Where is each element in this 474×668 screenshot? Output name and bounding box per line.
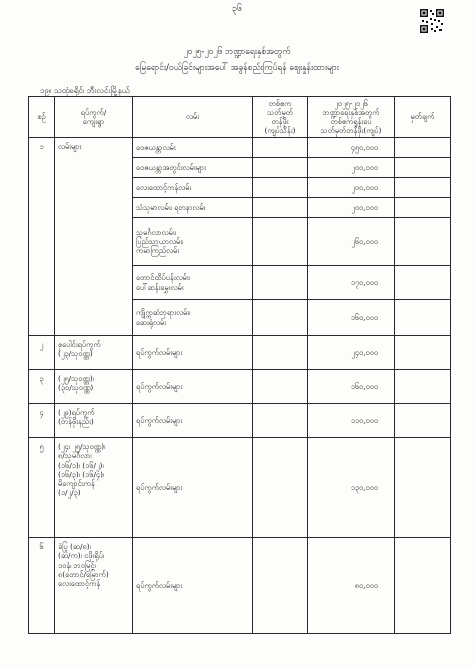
street-name: ရပ်ကွက်လမ်းများ xyxy=(133,438,253,538)
remarks xyxy=(395,300,451,336)
ward-name: (၂၉)ရပ်ကွက် (တန်ဖိုးနည်း) xyxy=(55,404,133,438)
acre-value xyxy=(253,538,308,634)
header-no: စဉ် xyxy=(29,97,55,138)
acre-value xyxy=(253,198,308,218)
header-acre-value: တစ်ဧက သတ်မှတ် တန်ဖိုး (ကျပ်သိန်း) xyxy=(253,97,308,138)
section-heading: ၁၉။ သထုံခရိုင်၊ ဘီးလင်းမြို့နယ် xyxy=(40,86,130,95)
remarks xyxy=(395,336,451,370)
acre-value xyxy=(253,404,308,438)
row-number: ၃ xyxy=(29,370,55,404)
sqft-value: ၂၀၀,၀၀၀ xyxy=(308,198,395,218)
sqft-value: ၁၆၀,၀၀၀ xyxy=(308,370,395,404)
ward-name: (၂၅/သုဝဏ္ဏ)၊ (၃၀/သုဝဏ္ဏ) xyxy=(55,370,133,404)
street-name: ဝေဇယန္တာလမ်း xyxy=(133,138,253,158)
header-street: လမ်း xyxy=(133,97,253,138)
street-name: သုမင်္ဂလာလမ်း၊ ပြည်သာယာလမ်း၊ ကမာကြည်လမ်း xyxy=(133,218,253,266)
remarks xyxy=(395,404,451,438)
table-row xyxy=(29,538,451,634)
street-name: ကျိုက္ကဆံဘုရားလမ်း၊ ဆေးရုံလမ်း xyxy=(133,300,253,336)
row-number: ၂ xyxy=(29,336,55,370)
sqft-value: ၈၀,၀၀၀ xyxy=(308,538,395,634)
acre-value xyxy=(253,336,308,370)
acre-value xyxy=(253,178,308,198)
remarks xyxy=(395,178,451,198)
row-number: ၅ xyxy=(29,438,55,538)
header-sqft-value: ၂၀၂၅-၂၀၂၆ ဘဏ္ဍာရေးနှစ်အတွက် တစ်ဧကရှုန်းပေ သတ်မှတ်တန်ဖိုး(ကျပ်) xyxy=(308,97,395,138)
table-row xyxy=(29,138,451,158)
remarks xyxy=(395,538,451,634)
row-number: ၁ xyxy=(29,138,55,336)
street-name: ရပ်ကွက်လမ်းများ xyxy=(133,404,253,438)
table-row xyxy=(29,404,451,438)
ward-name: (၂၄၊ ၂၅/သုဝဏ္ဏ)၊ ၈/သုမင်္ဂလာ၊ (၁၆/၁)၊ (၁၆/၂)၊ (၁၆/၃)၊ (၁၆/၄)၊ မိကျောင်းကန် (၁/၂/၃) xyxy=(55,438,133,538)
acre-value xyxy=(253,438,308,538)
header-remarks: မှတ်ချက် xyxy=(395,97,451,138)
page-number: ၃၆ xyxy=(231,4,243,14)
street-name: သံသုမာလမ်း၊ ရတနာလမ်း xyxy=(133,198,253,218)
remarks xyxy=(395,198,451,218)
title-line-2: မြေရောင်း/ဝယ်ခြင်းများအပေါ် အခွန်စည်းကြပ်ရန် ဈေးနှုန်းထားများ xyxy=(135,63,339,73)
qr-code xyxy=(419,8,445,34)
sqft-value: ၁၇၀,၀၀၀ xyxy=(308,266,395,300)
valuation-table xyxy=(28,96,451,634)
remarks xyxy=(395,370,451,404)
acre-value xyxy=(253,300,308,336)
table-row xyxy=(29,438,451,538)
ward-name: ခံပြု (ဆ/၈)၊ (ဆ/က)၊ ငဖိုးရိုပ်၊ ၁၀နံ၊ ဘဝမြင့်၊ ၈(တောင်/မြောက်) လေးထောင့်ကန် xyxy=(55,538,133,634)
street-name: တောင်ထိပ်ပန်းလမ်း၊ ပေါ်ဆန်းမွှေးလမ်း xyxy=(133,266,253,300)
ward-name: လမ်းများ xyxy=(55,138,133,336)
row-number: ၄ xyxy=(29,404,55,438)
remarks xyxy=(395,138,451,158)
table-row xyxy=(29,370,451,404)
sqft-value: ၂၀၀,၀၀၀ xyxy=(308,158,395,178)
sqft-value: ၁၆၀,၀၀၀ xyxy=(308,300,395,336)
sqft-value: ၂၀၀,၀၀၀ xyxy=(308,178,395,198)
remarks xyxy=(395,158,451,178)
row-number: ၆ xyxy=(29,538,55,634)
sqft-value: ၁၁၀,၀၀၀ xyxy=(308,404,395,438)
header-ward: ရပ်ကွက်/ ကျေးရွာ xyxy=(55,97,133,138)
sqft-value: ၁၃၀,၀၀၀ xyxy=(308,438,395,538)
sqft-value: ၄၅၀,၀၀၀ xyxy=(308,138,395,158)
acre-value xyxy=(253,138,308,158)
remarks xyxy=(395,218,451,266)
acre-value xyxy=(253,370,308,404)
street-name: ရပ်ကွက်လမ်းများ xyxy=(133,336,253,370)
acre-value xyxy=(253,218,308,266)
sqft-value: ၂၄၀,၀၀၀ xyxy=(308,336,395,370)
remarks xyxy=(395,266,451,300)
table-header-row xyxy=(29,97,451,138)
street-name: ဝေဇယန္တာအတွင်းလမ်းများ xyxy=(133,158,253,178)
street-name: ရပ်ကွက်လမ်းများ xyxy=(133,538,253,634)
street-name: လေးထောင့်ကန်လမ်း xyxy=(133,178,253,198)
sqft-value: ၂၆၀,၀၀၀ xyxy=(308,218,395,266)
table-row xyxy=(29,336,451,370)
title-line-1: ၂၀၂၅-၂၀၂၆ ဘဏ္ဍာရေးနှစ်အတွက် xyxy=(183,47,291,57)
acre-value xyxy=(253,158,308,178)
remarks xyxy=(395,438,451,538)
ward-name: စုပေါင်းရပ်ကွက် (၂၃/သုဝဏ္ဏ) xyxy=(55,336,133,370)
acre-value xyxy=(253,266,308,300)
street-name: ရပ်ကွက်လမ်းများ xyxy=(133,370,253,404)
